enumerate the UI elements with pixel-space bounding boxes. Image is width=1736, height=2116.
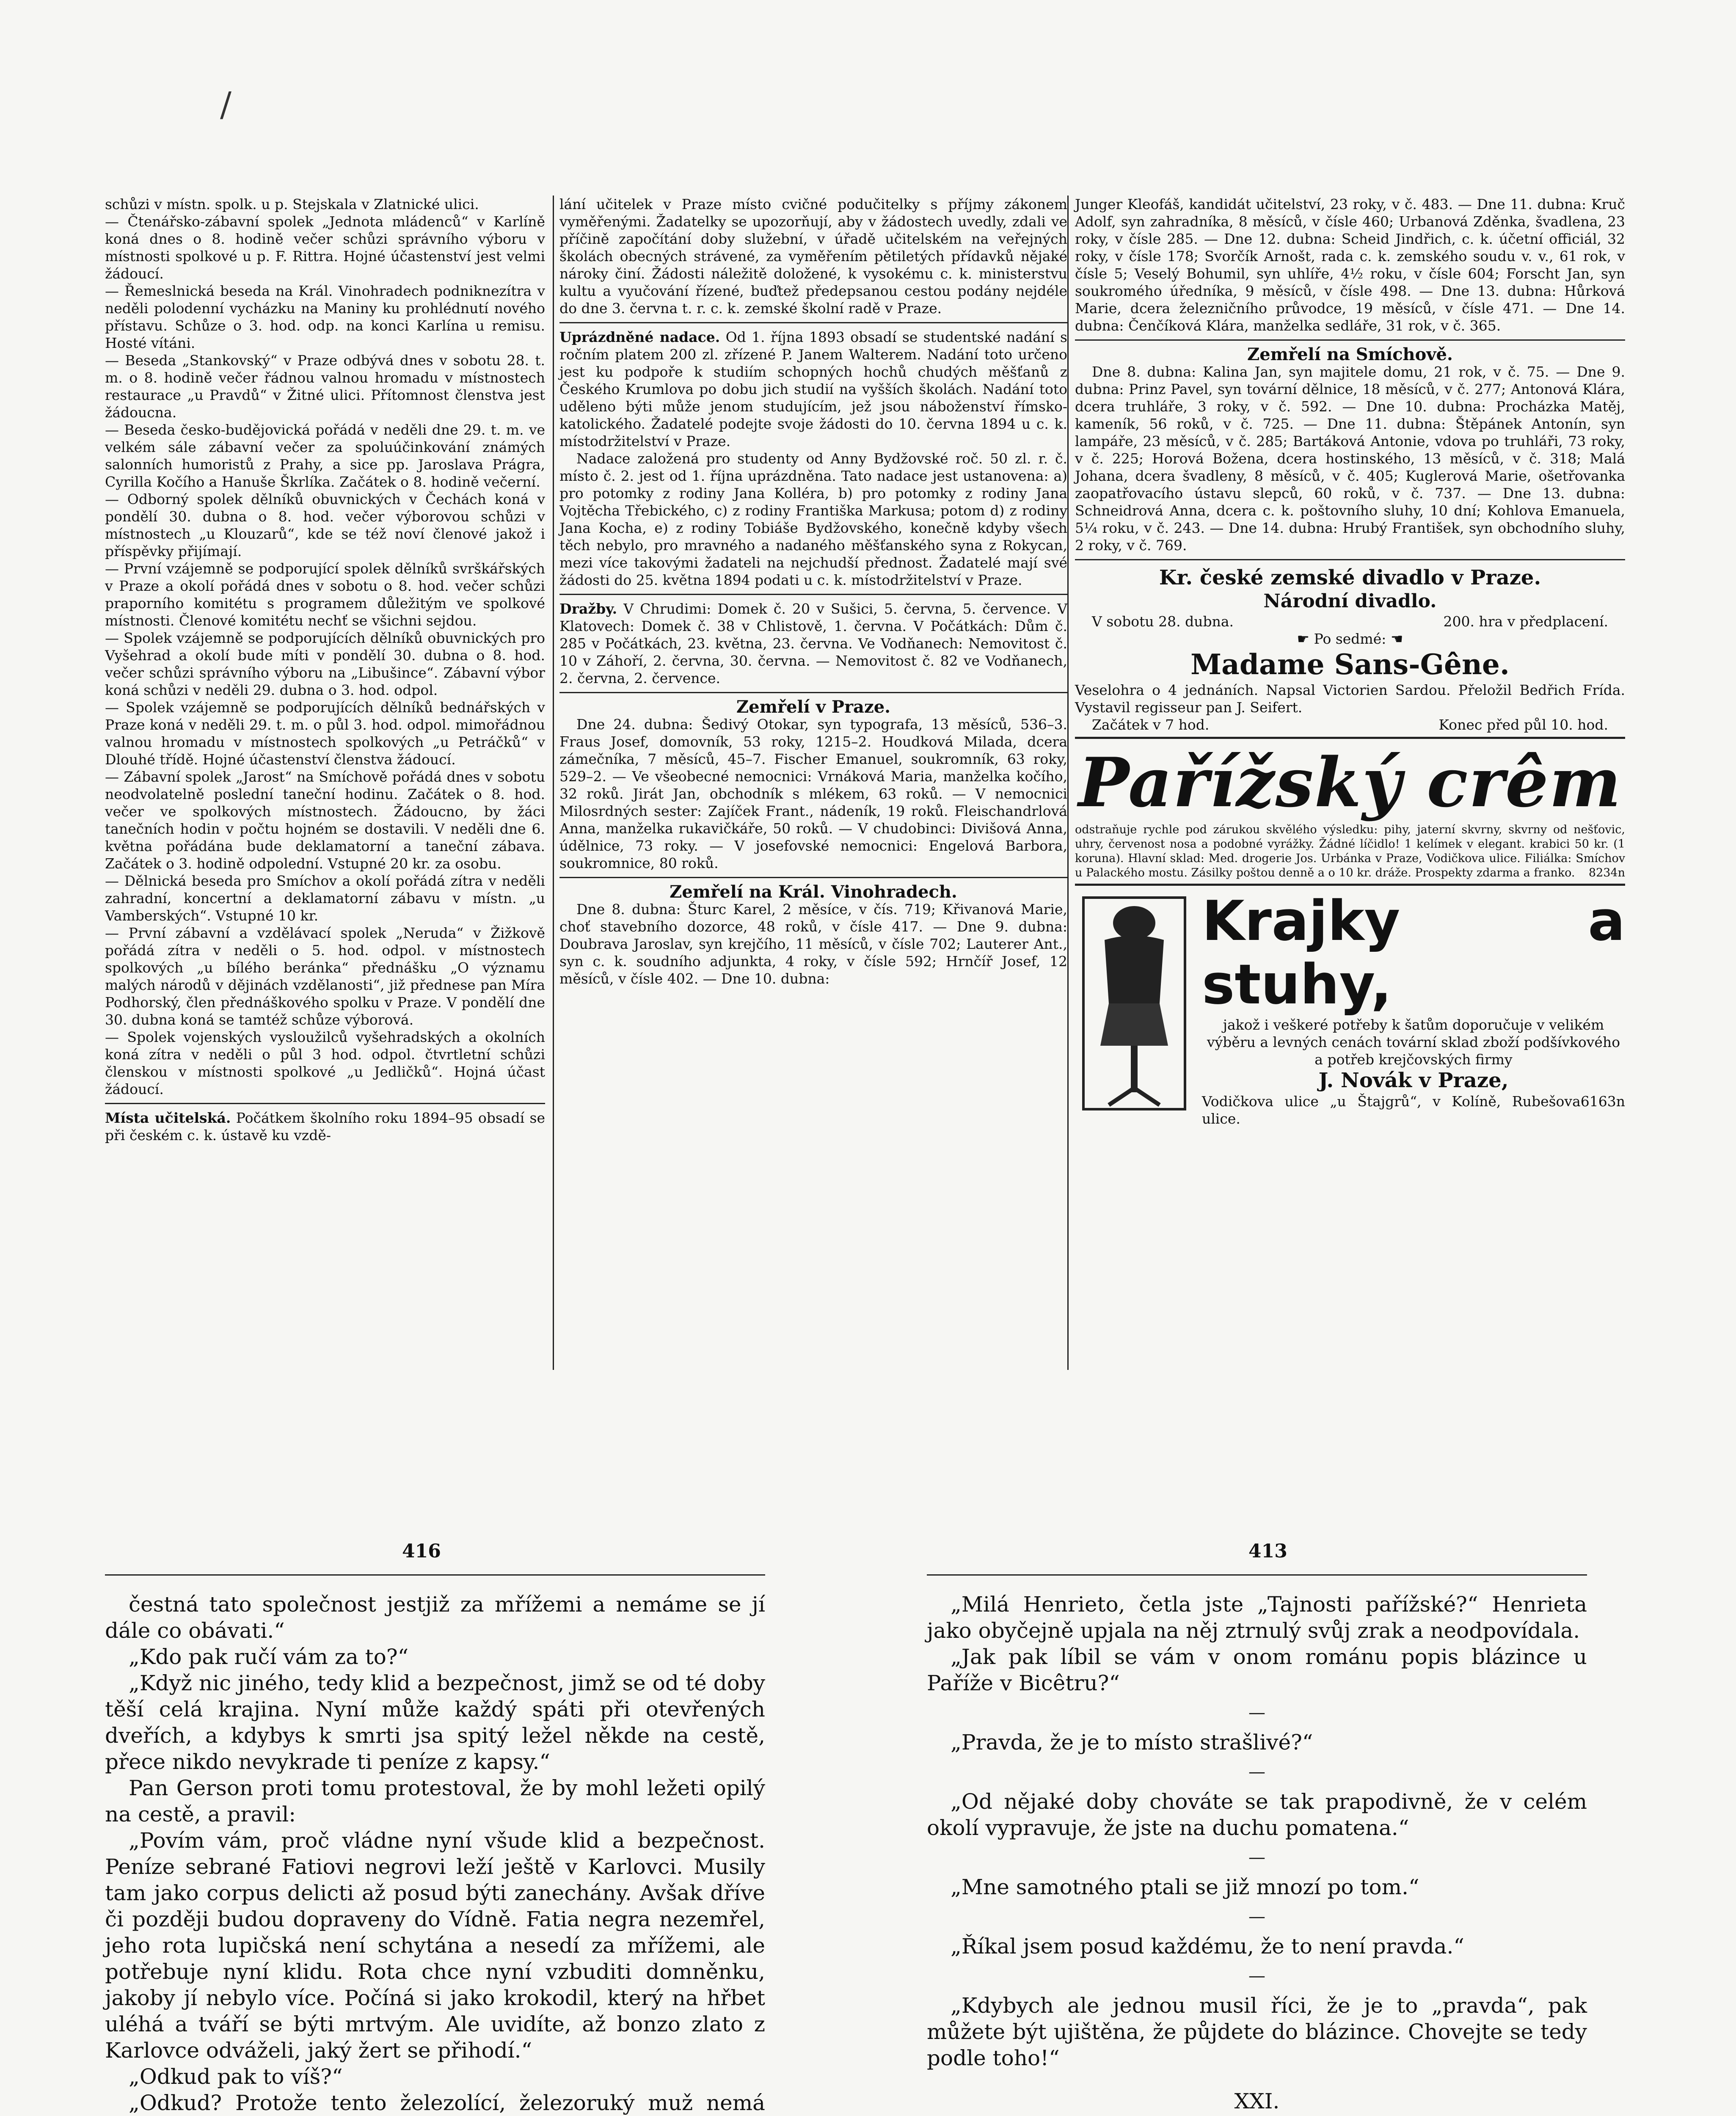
scene-separator: — bbox=[1248, 1703, 1265, 1722]
book-page-left-text bbox=[105, 1591, 765, 2116]
column-divider bbox=[105, 1103, 545, 1104]
paragraph: „Kdybych ale jednou musil říci, že je to „pravda“, pak můžete být ujištěna, že půjdete do blázince. Chovejte se tedy podle toho!“ bbox=[927, 1993, 1587, 2070]
margin-mark: / bbox=[220, 85, 231, 124]
paragraph: — Spolek vojenských vysloužilců vyšehradských a okolních koná zítra v neděli o půl 3 hod. odpol. čtvrtletní schůzi členskou v místnosti spolkové „u Jedličků“. Hojná účast žádoucí. bbox=[105, 1029, 545, 1097]
paragraph: „Říkal jsem posud každému, že to není pravda.“ bbox=[951, 1934, 1464, 1959]
column-divider bbox=[559, 322, 1067, 323]
page-number-left: 416 bbox=[402, 1540, 441, 1562]
ad-divider bbox=[1075, 884, 1625, 886]
zemreli-smichov-text: Dne 8. dubna: Kalina Jan, syn majitele domu, 21 rok, v č. 75. — Dne 9. dubna: Prinz Pavel, syn tovární dělnice, 18 měsíců, v č. 277; Antonová Klára, dcera truhláře, 3 roky, v č. 592. — Dne 10. dubna: Procházka Matěj, kameník, 56 roků, v č. 725. — Dne 11. dubna: Štěpánek Antonín, syn lampáře, 23 měsíců, v č. 285; Bartáková Antonie, vdova po truhláři, 73 roky, v č. 225; Horová Božena, dcera hostinského, 13 měsíců, v č. 318; Malá Johana, dcera švadleny, 8 měsíců, v č. 405; Kuglerová Marie, ošetřovanka zaopatřovacího ústavu slepců, 60 roků, v č. 737. — Dne 13. dubna: Schneidrová Anna, dcera c. k. poštovního sluhy, 10 dní; Kohlova Emanuela, 5¼ roku, v č. 243. — Dne 14. dubna: Hrubý František, syn obchodního sluhy, 2 roky, v č. 769. bbox=[1075, 364, 1625, 554]
krajky-ad-code: 6163n bbox=[1580, 1093, 1625, 1110]
column-rule-2 bbox=[1067, 196, 1069, 1370]
theatre-seventh-row bbox=[1075, 630, 1625, 647]
national-theatre-title: Národní divadlo. bbox=[1263, 590, 1437, 612]
drazby-text: V Chrudimi: Domek č. 20 v Sušici, 5. června, 5. července. V Klatovech: Domek č. 38 v Chlistově, 1. června. V Počátkách: Dům č. 285 v Počátkách, 23. května, 23. června. Ve Vodňanech: Nemovitost č. 10 v Záhoří, 2. června, 30. června. — Nemovitost č. 82 ve Vodňanech, 2. června, 2. července. bbox=[559, 601, 1067, 686]
zemreli-praha-text: Dne 24. dubna: Šedivý Otokar, syn typografa, 13 měsíců, 536–3. Fraus Josef, domovník, 53 roky, 1215–2. Houdková Milada, dcera zámečníka, 7 měsíců, 45–7. Fischer Emanuel, soukromník, 63 roky, 529–2. — Ve všeobecné nemocnici: Vrnáková Maria, manželka kočího, 32 roků. Jirát Jan, obchodník s mlékem, 63 roků. — V nemocnici Milosrdných sester: Zajíček Frant., nádeník, 19 roků. Fleischandrlová Anna, manželka rukavičkáře, 50 roků. — V chudobinci: Divišová Anna, údělnice, 73 roky. — V josefovské nemocnici: Engelová Barbora, soukromnice, 80 roků. bbox=[559, 716, 1067, 871]
nadace-text-2: Nadace založená pro studenty od Anny Bydžovské roč. 50 zl. r. č. místo č. 2. jest od 1. října uprázdněna. Tato nadace jest ustanovena: a) pro potomky z rodiny Jana Kolléra, b) pro potomky z rodiny Jana Vojtěcha Třebického, c) z rodiny Františka Markusa; potom d) z rodiny Jana Kocha, e) z rodiny Tobiáše Bydžovského, konečně kdyby všech těch nebylo, pro mravného a nadaného měšťanského syna z Rokycan, mezi více takovými žadateli na nejchudší přednost. Žadatelé mají své žádosti do 25. května 1894 podati u c. k. místodržitelství v Praze. bbox=[559, 450, 1067, 588]
theatre-seventh: Po sedmé: bbox=[1314, 631, 1386, 647]
paragraph: „Povím vám, proč vládne nyní všude klid a bezpečnost. Peníze sebrané Fatiovi negrovi leží ještě v Karlovci. Musily tam jako corpus delicti až posud býti zanechány. Avšak dříve či později budou dopraveny do Vídně. Fatia negra nezemřel, jeho rota lupičská není schytána a nesedí za mřížemi, ale potřebuje nyní klidu. Rota chce nyní vzbuditi domněnku, jakoby jí nebylo více. Počíná si jako krokodil, který na hřbet uléhá a tváří se býti mrtvým. Ale uvidíte, až bonzo zlato z Karlovce odváželi, jaký žert se přihodí.“ bbox=[105, 1828, 765, 2063]
krajky-ad-firm: J. Novák v Praze, bbox=[1318, 1069, 1509, 1092]
krajky-ad-address: Vodičkova ulice „u Štajgrů“, v Kolíně, Rubešova ulice. bbox=[1202, 1093, 1581, 1127]
crem-ad-title: Pařížský crêm bbox=[1078, 743, 1622, 822]
scene-separator: — bbox=[1248, 1907, 1265, 1926]
chapter-number: XXI. bbox=[1234, 2089, 1280, 2113]
paragraph: — Zábavní spolek „Jarost“ na Smíchově pořádá dnes v sobotu neodvolatelně poslední taneční hodinu. Začátek o 8. hod. večer ve spolkových místnostech. Žádoucno, by žáci tanečních hodin v počtu hojném se dostavili. V neděli dne 6. května pořádána bude deklamatorní a taneční zábava. Začátek o 3. hodině odpolední. Vstupné 20 kr. za osobu. bbox=[105, 769, 545, 872]
paragraph: „Pravda, že je to místo strašlivé?“ bbox=[951, 1730, 1313, 1755]
paragraph: — Dělnická beseda pro Smíchov a okolí pořádá zítra v neděli zahradní, koncertní a deklamatorní zábavu v místn. „u Vamberských“. Vstupné 10 kr. bbox=[105, 873, 545, 924]
vinohrady-continued-text: Junger Kleofáš, kandidát učitelství, 23 roky, v č. 483. — Dne 11. dubna: Kruč Adolf, syn zahradníka, 8 měsíců, v čísle 460; Urbanová Zděnka, švadlena, 23 roky, v čísle 285. — Dne 12. dubna: Scheid Jindřich, c. k. účetní officiál, 32 roky, v čísle 178; Svorčík Arnošt, rada c. k. zemského soudu v. v., 61 rok, v čísle 5; Veselý Bohumil, syn uhlíře, 4½ roku, v čísle 604; Forscht Jan, syn soukromého úředníka, 9 měsíců, v čísle 498. — Dne 13. dubna: Hůrková Marie, dcera železničního průvodce, 19 měsíců, v čísle 471. — Dne 14. dubna: Čenčíková Klára, manželka sedláře, 31 rok, v č. 365. bbox=[1075, 196, 1625, 334]
theatre-date: V sobotu 28. dubna. bbox=[1092, 613, 1234, 630]
nadace-paragraph bbox=[559, 328, 1067, 450]
paragraph: „Odkud? Protože tento železolící, železoruký muž nemá bbox=[129, 2091, 765, 2115]
drazby-heading: Dražby. bbox=[559, 601, 617, 617]
paragraph: — Čtenářsko-zábavní spolek „Jednota mládenců“ v Karlíně koná dnes o 8. hodině večer schůzi správního výboru v místnosti spolkové u p. F. Rittra. Hojné účastenství jest velmi žádoucí. bbox=[105, 213, 545, 282]
scene-separator: — bbox=[1248, 1966, 1265, 1986]
drazby-paragraph bbox=[559, 600, 1067, 687]
krajky-ad bbox=[1075, 889, 1625, 1126]
book-page-right-text bbox=[927, 1591, 1587, 2071]
crem-ad-code: 8234n bbox=[1588, 866, 1625, 879]
paragraph: „Mne samotného ptali se již mnozí po tom.“ bbox=[951, 1875, 1419, 1899]
krajky-ad-title: Krajky a stuhy, bbox=[1202, 889, 1625, 1017]
newspaper-column-2 bbox=[559, 196, 1067, 987]
theatre-subscription: 200. hra v předplacení. bbox=[1443, 613, 1608, 630]
theatre-time-row bbox=[1075, 716, 1625, 733]
paragraph: „Od nějaké doby chováte se tak prapodivně, že v celém okolí vypravuje, že jste na duchu pomatena.“ bbox=[927, 1789, 1587, 1840]
teacher-post-text: lání učitelek v Praze místo cvičné podučitelky s příjmy zákonem vyměřenými. Žadatelky se upozorňují, aby v žádostech uvedly, zdali ve příčině započítání doby služební, v úřadě učitelském na veřejných školách obecných strávené, za vyměřením pětiletých přídavků nějaké nároky činí. Žádosti náležitě doložené, k vysokému c. k. ministerstvu kultu a vyučování řízené, buďtež předepsanou cestou podány nejdéle do dne 3. června t. r. c. k. zemské školní radě v Praze. bbox=[559, 196, 1067, 317]
crem-ad-body: odstraňuje rychle pod zárukou skvělého výsledku: pihy, jaterní skvrny, skvrny od nešťovic, uhry, červenost nosa a podobné vyrážky. Žádné líčidlo! 1 kelímek v elegant. krabici 50 kr. (1 koruna). Hlavní sklad: Med. drogerie Jos. Urbánka v Praze, Vodičkova ulice. Filiálka: Smíchov u Palackého mostu. Zásilky poštou denně a o 10 kr. dráže. Prospekty zdarma a franko. bbox=[1075, 823, 1625, 879]
page-number-right: 413 bbox=[1248, 1540, 1287, 1562]
krajky-ad-body bbox=[1202, 889, 1625, 1127]
paragraph: — Řemeslnická beseda na Král. Vinohradech podniknezítra v neděli polodenní vycházku na Maniny ku prohlédnutí nového přístavu. Schůze o 3. hod. odp. na konci Karlína u remisu. Hosté vítáni. bbox=[105, 283, 545, 351]
mista-text: Počátkem školního roku 1894–95 obsadí se při českém c. k. ústavě ku vzdě- bbox=[105, 1110, 545, 1143]
page-rule-right bbox=[927, 1574, 1587, 1576]
play-title: Madame Sans-Gêne. bbox=[1190, 648, 1510, 681]
mista-paragraph bbox=[105, 1109, 545, 1144]
pointing-hand-icon: ☛ bbox=[1297, 631, 1310, 647]
page-rule-left bbox=[105, 1574, 765, 1576]
theatre-heading: Kr. české zemské divadlo v Praze. bbox=[1159, 566, 1541, 590]
paragraph: — Beseda česko-budějovická pořádá v neděli dne 29. t. m. ve velkém sále zábavní večer za spoluúčinkování známých salonních humoristů z Prahy, a sice pp. Jaroslava Prágra, Cyrilla Kočího a Hanuše Škrlíka. Začátek o 8. hodině večerní. bbox=[105, 422, 545, 490]
ad-divider bbox=[1075, 737, 1625, 739]
theatre-date-row bbox=[1075, 613, 1625, 630]
book-page-left bbox=[105, 1591, 765, 2116]
paragraph: „Když nic jiného, tedy klid a bezpečnost, jimž se od té doby těší celá krajina. Nyní může každý spáti při otevřených dveřích, a kdybys k smrti jsa spitý ležel někde na cestě, přece nikdo nevykrade ti peníze z kapsy.“ bbox=[105, 1671, 765, 1774]
column-rule-1 bbox=[553, 196, 554, 1370]
zemreli-vinohrady-heading: Zemřelí na Král. Vinohradech. bbox=[670, 882, 957, 902]
nadace-heading: Uprázdněné nadace. bbox=[559, 329, 720, 345]
paragraph: Pan Gerson proti tomu protestoval, že by mohl ležeti opilý na cestě, a pravil: bbox=[105, 1776, 765, 1827]
society-notices bbox=[105, 196, 545, 1098]
krajky-ad-address-row bbox=[1202, 1093, 1625, 1127]
scene-separator: — bbox=[1248, 1848, 1265, 1867]
paragraph: — Spolek vzájemně se podporujících dělníků obuvnických pro Vyšehrad a okolí bude míti v pondělí 30. dubna o 8. hod. večer schůzi správního výboru na „Libušince“. Zábavní výbor koná schůzi v neděli 29. dubna o 3. hod. odpol. bbox=[105, 630, 545, 698]
paragraph: schůzi v místn. spolk. u p. Stejskala v Zlatnické ulici. bbox=[105, 196, 479, 212]
theatre-end: Konec před půl 10. hod. bbox=[1438, 716, 1608, 733]
column-divider bbox=[559, 692, 1067, 693]
column-divider bbox=[559, 877, 1067, 878]
paragraph: — Beseda „Stankovský“ v Praze odbývá dnes v sobotu 28. t. m. o 8. hodině večer řádnou valnou hromadu v místnostech restaurace „u Pravdů“ v Žitné ulici. Přítomnost členstva jest žádoucna. bbox=[105, 352, 545, 421]
zemreli-smichov-heading: Zemřelí na Smíchově. bbox=[1247, 344, 1453, 364]
column-divider bbox=[1075, 339, 1625, 341]
zemreli-vinohrady-text: Dne 8. dubna: Šturc Karel, 2 měsíce, v čís. 719; Křivanová Marie, choť stavebního dozorce, 48 roků, v čísle 417. — Dne 9. dubna: Doubrava Jaroslav, syn krejčího, 11 měsíců, v čísle 702; Lauterer Ant., syn c. k. soudního adjunkta, 4 roky, v čísle 592; Hrnčíř Josef, 12 měsíců, v čísle 402. — Dne 10. dubna: bbox=[559, 901, 1067, 987]
newspaper-column-3 bbox=[1075, 196, 1625, 1126]
newspaper-column-1 bbox=[105, 196, 545, 1144]
mista-heading: Místa učitelská. bbox=[105, 1110, 231, 1126]
paragraph: „Kdo pak ručí vám za to?“ bbox=[129, 1645, 409, 1669]
paragraph: čestná tato společnost jestjiž za mřížemi a nemáme se jí dále co obávati.“ bbox=[105, 1592, 765, 1643]
paragraph: — Odborný spolek dělníků obuvnických v Čechách koná v pondělí 30. dubna o 8. hod. večer výborovou schůzi v místnostech „u Klouzarů“, kde se též noví členové jakož i příspěvky přijímají. bbox=[105, 491, 545, 559]
paragraph: „Odkud pak to víš?“ bbox=[129, 2064, 343, 2089]
nadace-text: Od 1. října 1893 obsadí se studentské nadání s ročním platem 200 zl. zřízené P. Janem Walterem. Nadání toto určeno jest ku podpoře k studiím schopných hochů chudých měšťanů z Českého Krumlova po dobu jich studií na vyšších školách. Nadání toto uděleno býti může jenom studujícím, jež jsou náboženství římsko-katolického. Žadatelé podejte svoje žádosti do 10. června 1894 u c. k. místodržitelství v Praze. bbox=[559, 329, 1067, 449]
book-page-right bbox=[927, 1591, 1587, 2116]
paragraph: — Spolek vzájemně se podporujících dělníků bednářských v Praze koná v neděli 29. t. m. o půl 3. hod. odpol. mimořádnou valnou hromadu v místnostech spolkových „u Petráčků“ v Dlouhé třídě. Hojné účastenství členstva žádoucí. bbox=[105, 699, 545, 768]
crem-ad-text bbox=[1075, 823, 1625, 880]
paragraph: „Jak pak líbil se vám v onom románu popis blázince u Paříže v Bicêtru?“ bbox=[927, 1645, 1587, 1695]
scene-separator: — bbox=[1248, 1762, 1265, 1782]
theatre-start: Začátek v 7 hod. bbox=[1092, 716, 1210, 733]
paragraph: „Milá Henrieto, četla jste „Tajnosti pařížské?“ Henrieta jako obyčejně upjala na něj ztrnulý svůj zrak a neodpovídala. bbox=[927, 1592, 1587, 1643]
zemreli-praha-heading: Zemřelí v Praze. bbox=[736, 697, 891, 717]
paragraph: — První vzájemně se podporující spolek dělníků svrškářských v Praze a okolí pořádá dnes v sobotu o 8. hod. večer schůzi praporního komitétu s programem důležitým ve spolkové místnosti. Členové komitétu nechť se všichni sejdou. bbox=[105, 560, 545, 629]
column-divider bbox=[1075, 559, 1625, 560]
paragraph: — První zábavní a vzdělávací spolek „Neruda“ v Žižkově pořádá zítra v neděli o 5. hod. odpol. v místnostech spolkových „u bílého beránka“ přednášku „O významu malých národů v dějinách vzdělanosti“, již přednese pan Míra Podhorský, člen přednáškového spolku v Praze. V pondělí dne 30. dubna koná se tamtéž schůze výborová. bbox=[105, 925, 545, 1028]
pointing-hand-left-icon: ☚ bbox=[1390, 631, 1403, 647]
play-description: Veselohra o 4 jednáních. Napsal Victorien Sardou. Přeložil Bedřich Frída. Vystavil regisseur pan J. Seifert. bbox=[1075, 682, 1625, 716]
krajky-ad-text: jakož i veškeré potřeby k šatům doporučuje v velikém výběru a levných cenách tovární sklad zboží podšívkového a potřeb krejčovských firmy bbox=[1207, 1017, 1620, 1068]
column-divider bbox=[559, 594, 1067, 595]
dress-form-icon bbox=[1075, 893, 1193, 1122]
